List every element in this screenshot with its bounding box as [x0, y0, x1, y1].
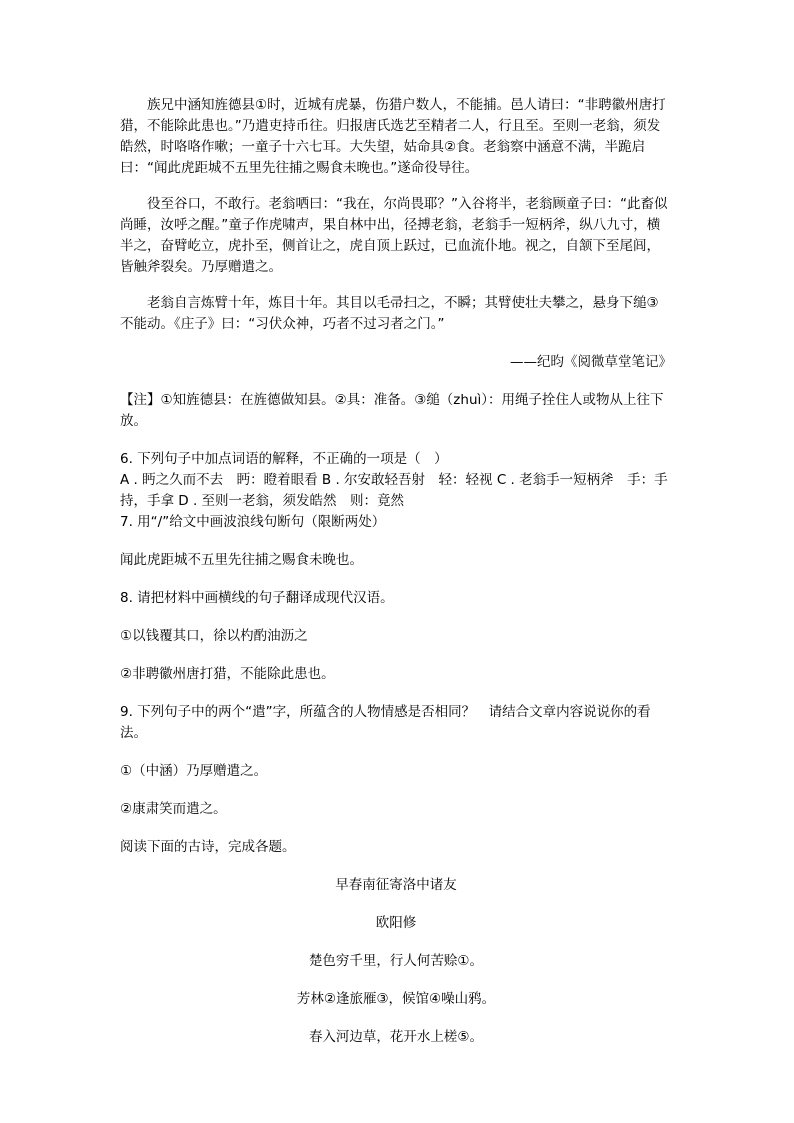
question-9-stem: 9. 下列句子中的两个“遣”字，所蕴含的人物情感是否相同？ 请结合文章内容说说你的看法。	[120, 704, 651, 741]
question-7-sentence: 闻此虎距城不五里先往捕之赐食未晚也。	[120, 552, 363, 568]
question-8-item-1: ①以钱覆其口，徐以杓酌油沥之	[120, 628, 308, 644]
poem-line-1: 楚色穷千里，行人何苦赊①。	[308, 953, 484, 969]
passage-paragraph-2: 役至谷口，不敢行。老翁哂曰：“我在，尔尚畏耶？”入谷将半，老翁顾童子曰：“此畜似尚睡，汝呼之醒。”童子作虎啸声，果自林中出，径搏老翁，老翁手一短柄斧，纵八九寸，横半之，奋臂屹立，虎扑至，侧首让之，虎自顶上跃过，已血流仆地。视之，自颔下至尾闾，皆触斧裂矣。乃厚赠遣之。	[120, 196, 668, 275]
passage-source: ——纪昀《阅微草堂笔记》	[510, 354, 672, 370]
question-9-item-1: ①（中涵）乃厚赠遣之。	[120, 763, 268, 779]
question-8-item-2: ②非聘徽州唐打猎，不能除此患也。	[120, 666, 335, 682]
poem-title: 早春南征寄洛中诸友	[335, 877, 457, 893]
poem-intro: 阅读下面的古诗，完成各题。	[120, 839, 296, 855]
question-8-stem: 8. 请把材料中画横线的句子翻译成现代汉语。	[120, 590, 394, 606]
poem-author: 欧阳修	[375, 915, 417, 931]
poem-line-3: 春入河边草，花开水上槎⑤。	[308, 1029, 484, 1045]
question-7-stem: 7. 用“/”给文中画波浪线句断句（限断两处）	[120, 514, 386, 530]
poem-block	[120, 875, 672, 1048]
annotation-note: 【注】①知旌德县：在旌德做知县。②具：准备。③缒（zhuì）：用绳子拴住人或物从上往下放。	[120, 392, 664, 429]
poem-line-2: 芳林②逢旅雁③，候馆④噪山鸦。	[296, 991, 496, 1007]
document-page	[120, 95, 672, 1048]
passage-paragraph-1: 族兄中涵知旌德县①时，近城有虎暴，伤猎户数人，不能捕。邑人请曰：“非聘徽州唐打猎，不能除此患也。”乃遣吏持币往。归报唐氏选艺至精者二人，行且至。至则一老翁，须发皓然，时咯咯作嗽；一童子十六七耳。大失望，姑命具②食。老翁察中涵意不满，半跪启曰：“闻此虎距城不五里先往捕之赐食未晚也。”遂命役导往。	[120, 97, 666, 176]
question-6-stem: 6. 下列句子中加点词语的解释，不正确的一项是（ ）	[120, 451, 448, 467]
question-6-options: A . 眄之久而不去 眄：瞪着眼看 B . 尔安敢轻吾射 轻：轻视 C . 老翁手一短柄斧 手：手持，手拿 D . 至则一老翁，须发皓然 则：竟然	[120, 472, 668, 509]
passage-paragraph-3: 老翁自言炼臂十年，炼目十年。其目以毛帚扫之，不瞬；其臂使壮夫攀之，悬身下缒③不能动。《庄子》曰：“习伏众神，巧者不过习者之门。”	[120, 295, 659, 332]
question-9-item-2: ②康肃笑而遣之。	[120, 801, 227, 817]
